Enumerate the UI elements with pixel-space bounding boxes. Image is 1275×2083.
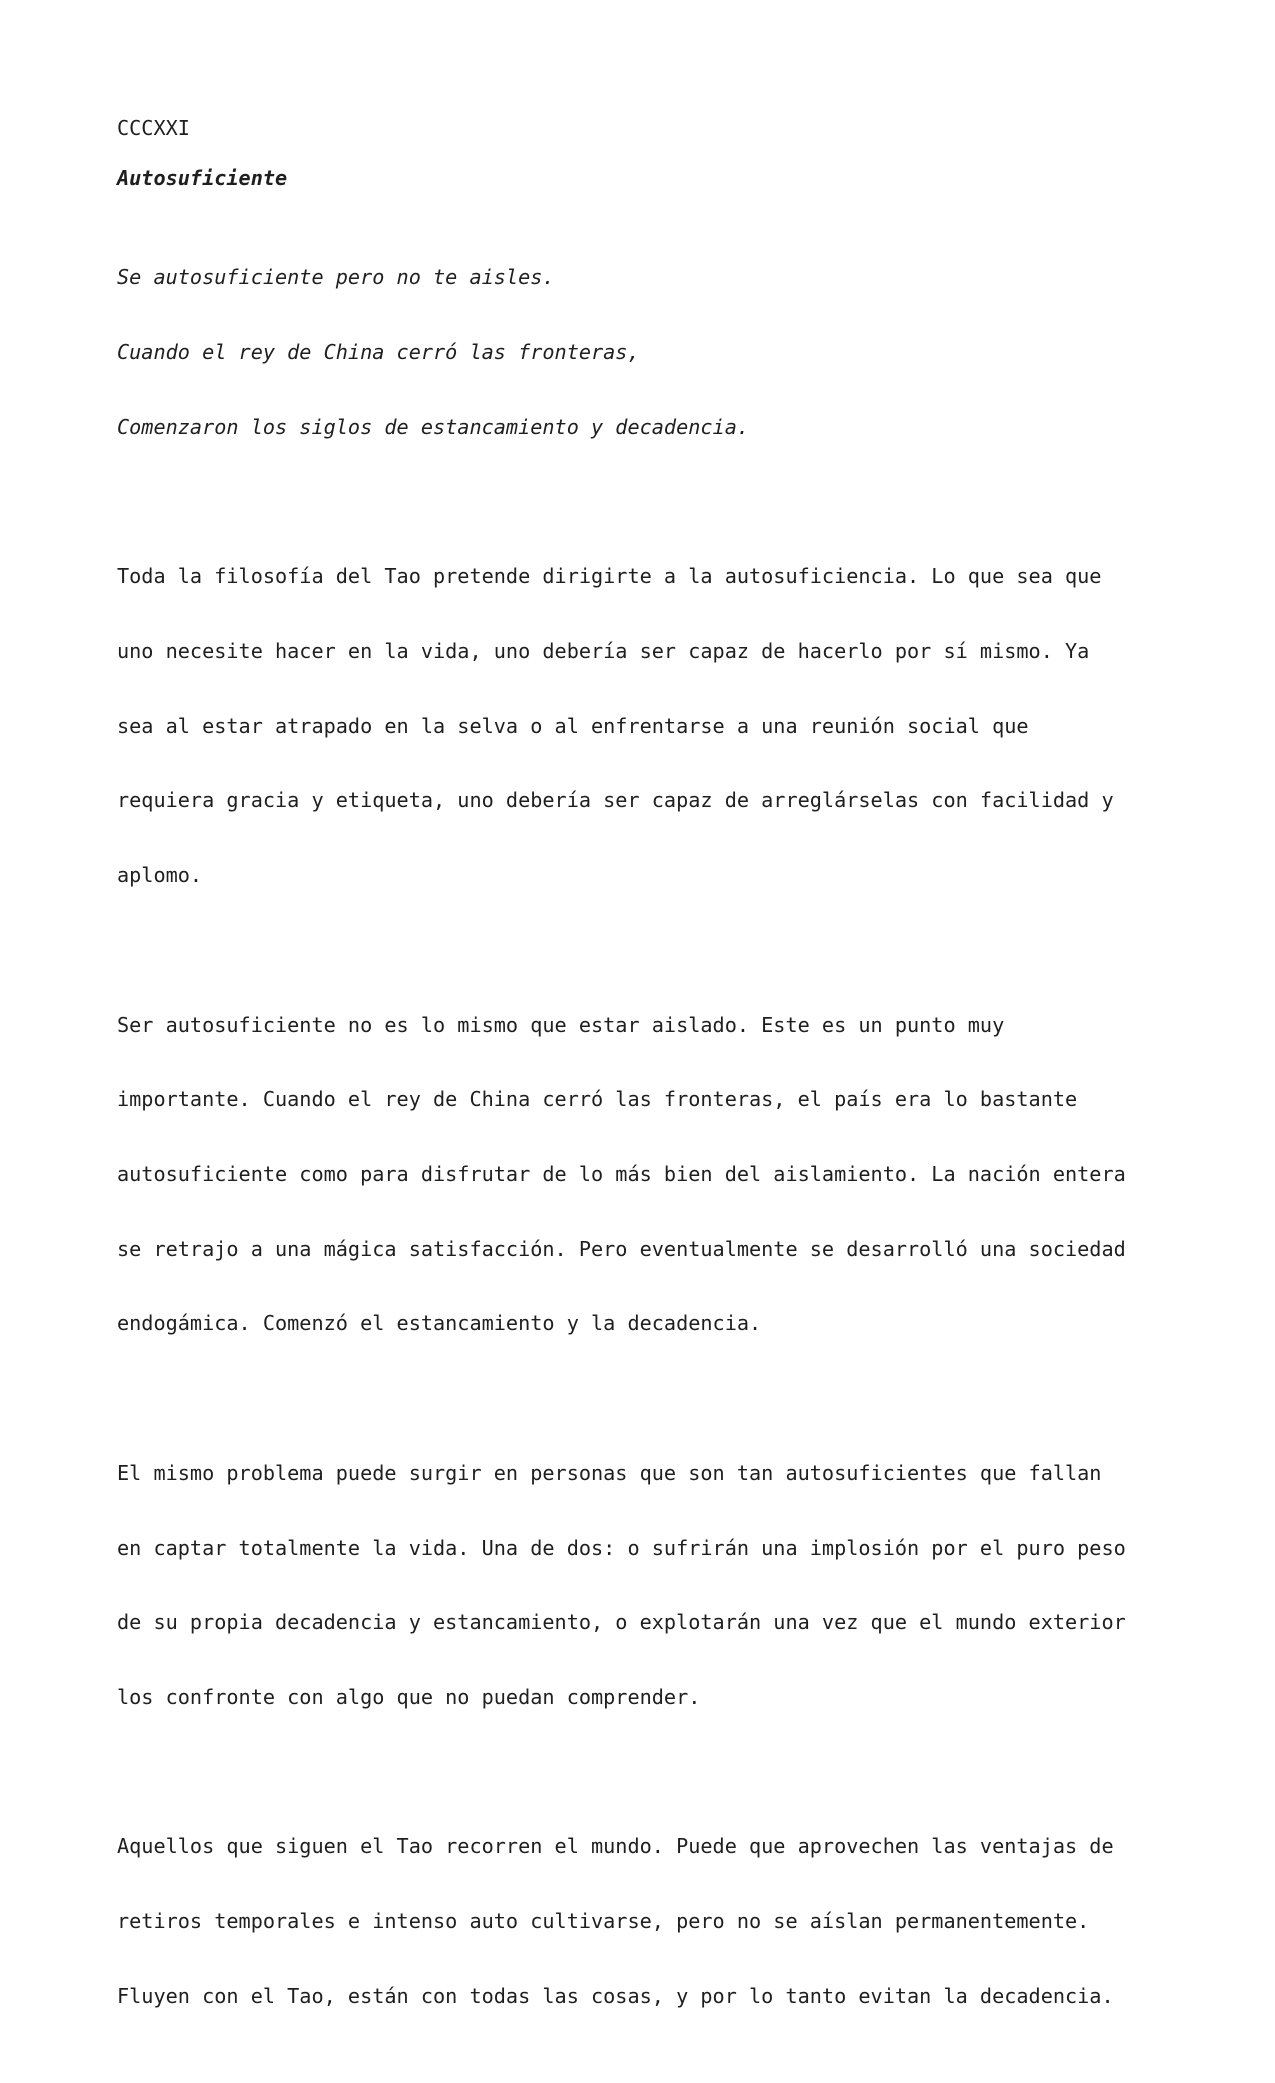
paragraph-line: Ser autosuficiente no es lo mismo que estar aislado. Este es un punto muy (117, 1012, 1005, 1037)
paragraph-line: uno necesite hacer en la vida, uno debería ser capaz de hacerlo por sí mismo. Ya (117, 638, 1090, 663)
verse-line: Cuando el rey de China cerró las fronteras, (117, 340, 640, 365)
paragraph-line: requiera gracia y etiqueta, uno debería ser capaz de arreglárselas con facilidad y (117, 788, 1114, 813)
paragraph-line: de su propia decadencia y estancamiento, o explotarán una vez que el mundo exterior (117, 1610, 1126, 1635)
paragraph-line: Fluyen con el Tao, están con todas las cosas, y por lo tanto evitan la decadencia. (117, 1983, 1114, 2008)
paragraph-line: importante. Cuando el rey de China cerró las fronteras, el país era lo bastante (117, 1087, 1078, 1112)
paragraph-line: sea al estar atrapado en la selva o al enfrentarse a una reunión social que (117, 713, 1029, 738)
paragraph-line: los confronte con algo que no puedan comprender. (117, 1685, 701, 1710)
paragraph-line: en captar totalmente la vida. Una de dos: o sufrirán una implosión por el puro peso (117, 1535, 1126, 1560)
chapter-number: CCCXXI (117, 116, 190, 140)
paragraph-line: autosuficiente como para disfrutar de lo más bien del aislamiento. La nación entera (117, 1162, 1126, 1186)
paragraph-line: El mismo problema puede surgir en personas que son tan autosuficientes que fallan (117, 1460, 1102, 1485)
paragraph-line: retiros temporales e intenso auto cultivarse, pero no se aíslan permanentemente. (117, 1909, 1090, 1934)
paragraph-2 (117, 963, 1167, 1386)
epigraph-verse (117, 216, 1167, 490)
paragraph-line: aplomo. (117, 863, 203, 888)
paragraph-line: Toda la filosofía del Tao pretende dirigirte a la autosuficiencia. Lo que sea que (117, 564, 1102, 589)
paragraph-1 (117, 514, 1167, 937)
paragraph-line: se retrajo a una mágica satisfacción. Pero eventualmente se desarrolló una sociedad (117, 1236, 1126, 1261)
paragraph-line: endogámica. Comenzó el estancamiento y la decadencia. (117, 1311, 762, 1336)
paragraph-line: Aquellos que siguen el Tao recorren el mundo. Puede que aprovechen las ventajas de (117, 1834, 1114, 1859)
paragraph-3 (117, 1411, 1167, 1760)
paragraph-4 (117, 1785, 1167, 2059)
verse-line: Comenzaron los siglos de estancamiento y decadencia. (117, 414, 750, 439)
verse-line: Se autosuficiente pero no te aisles. (117, 265, 555, 290)
document-page (117, 116, 1167, 2083)
chapter-title: Autosuficiente (117, 165, 288, 190)
